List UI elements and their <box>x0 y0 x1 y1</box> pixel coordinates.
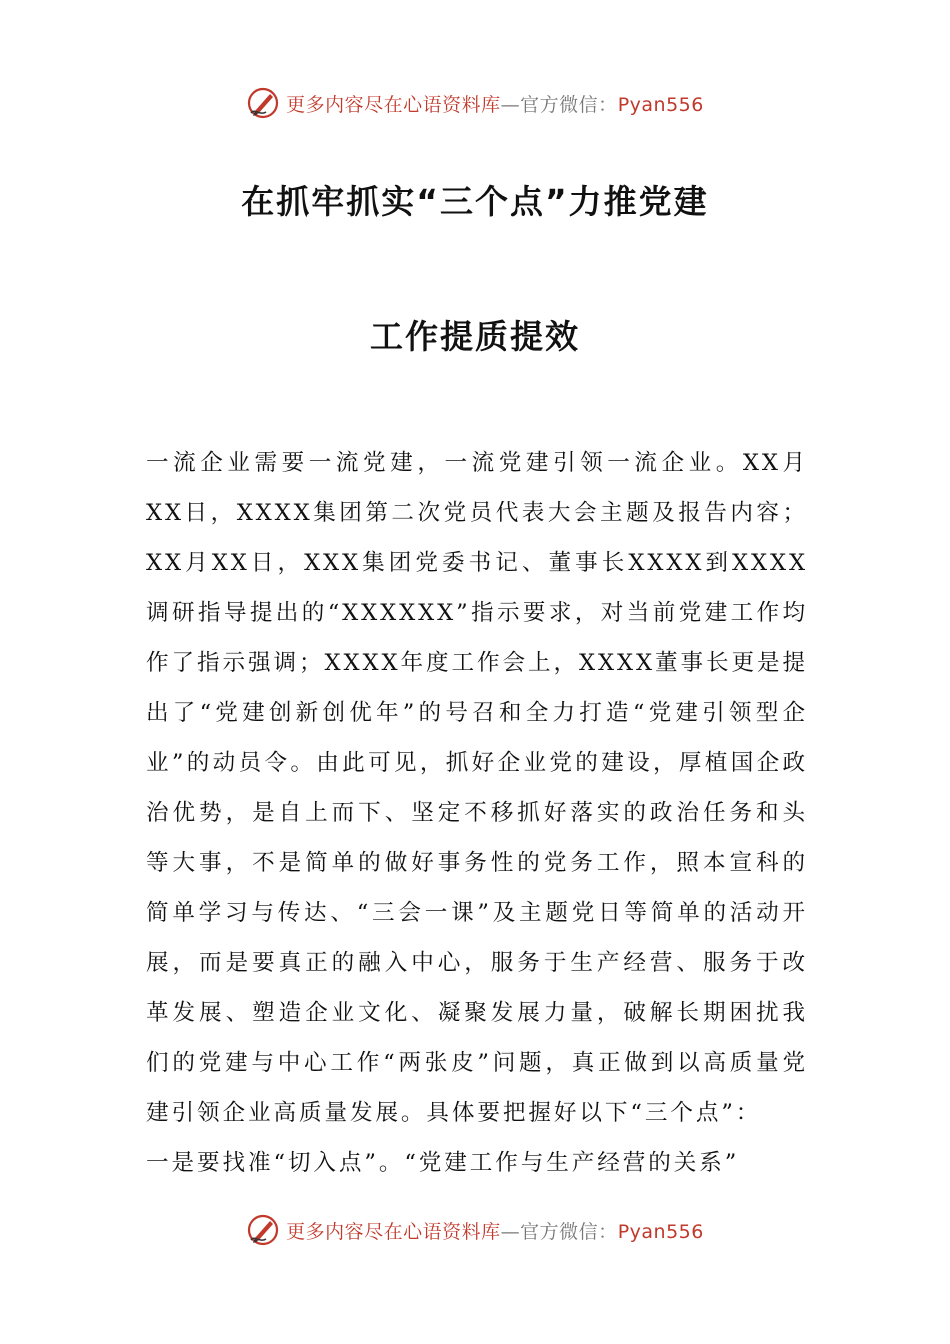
watermark-text <box>286 90 704 117</box>
pen-logo-icon <box>246 1213 280 1247</box>
watermark-wechat-label: 官方微信： <box>520 1220 618 1243</box>
watermark-dash: — <box>500 93 521 116</box>
watermark-wechat-label: 官方微信： <box>520 93 618 116</box>
watermark-brand: 更多内容尽在心语资料库 <box>286 93 501 116</box>
document-title-line-2: 工作提质提效 <box>370 317 580 356</box>
watermark-wechat-id: Pyan556 <box>617 93 704 116</box>
document-title-line-1: 在抓牢抓实“三个点”力推党建 <box>241 182 709 221</box>
watermark-text <box>286 1217 704 1244</box>
footer-watermark <box>0 1210 950 1250</box>
document-body <box>146 438 808 1188</box>
body-paragraph-1: 一流企业需要一流党建，一流党建引领一流企业。XX月XX日，XXXX集团第二次党员代表大会主题及报告内容；XX月XX日，XXX集团党委书记、董事长XXXX到XXXX调研指导提出的“XXXXXX”指示要求，对当前党建工作均作了指示强调；XXXX年度工作会上，XXXX董事长更是提出了“党建创新创优年”的号召和全力打造“党建引领型企业”的动员令。由此可见，抓好企业党的建设，厚植国企政治优势，是自上而下、坚定不移抓好落实的政治任务和头等大事，不是简单的做好事务性的党务工作，照本宣科的简单学习与传达、“三会一课”及主题党日等简单的活动开展，而是要真正的融入中心，服务于生产经营、服务于改革发展、塑造企业文化、凝聚发展力量，破解长期困扰我们的党建与中心工作“两张皮”问题，真正做到以高质量党建引领企业高质量发展。具体要把握好以下“三个点”： <box>146 450 808 1126</box>
watermark-brand: 更多内容尽在心语资料库 <box>286 1220 501 1243</box>
watermark-dash: — <box>500 1220 521 1243</box>
watermark-wechat-id: Pyan556 <box>617 1220 704 1243</box>
pen-logo-icon <box>246 86 280 120</box>
header-watermark <box>0 83 950 123</box>
body-paragraph-2: 一是要找准“切入点”。“党建工作与生产经营的关系” <box>146 1150 740 1176</box>
